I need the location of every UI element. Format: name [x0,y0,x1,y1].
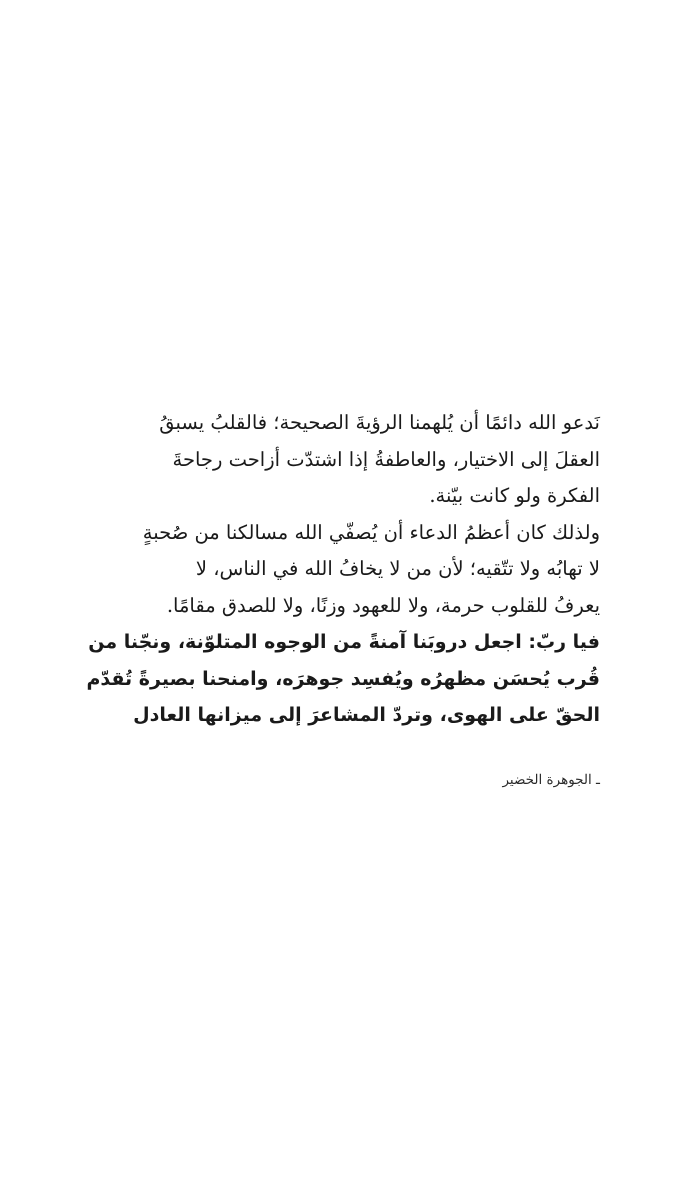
text-line: ولذلك كان أعظمُ الدعاء أن يُصفّي الله مسالكنا من صُحبةٍ [142,520,600,544]
paragraph-prayer-vision [88,405,600,515]
paragraph-supplication-bold [88,624,600,734]
text-line: نَدعو الله دائمًا أن يُلهمنا الرؤيةَ الصحيحة؛ فالقلبُ يسبقُ [159,411,600,434]
text-line: يعرفُ للقلوب حرمة، ولا للعهود وزنًا، ولا للصدق مقامًا. [166,593,600,617]
text-line: لا تهابُه ولا تتّقيه؛ لأن من لا يخافُ الله في الناس، لا [195,557,600,580]
text-line: الفكرة ولو كانت بيّنة. [429,484,600,507]
bold-text-line: فيا ربّ: اجعل دروبَنا آمنةً من الوجوه المتلوّنة، ونجّنا من [88,631,600,653]
text-line: العقلَ إلى الاختيار، والعاطفةُ إذا اشتدّت أزاحت رجاحةَ [172,447,600,471]
quote-text-block [88,405,600,734]
bold-text-line: الحقّ على الهوى، وتردّ المشاعرَ إلى ميزانها العادل [133,704,600,726]
paragraph-companionship [88,515,600,625]
author-signature: ـ الجوهرة الخضير [502,772,600,788]
bold-text-line: قُرب يُحسَن مظهرُه ويُفسِد جوهرَه، وامنحنا بصيرةً تُقدّم [86,667,600,690]
